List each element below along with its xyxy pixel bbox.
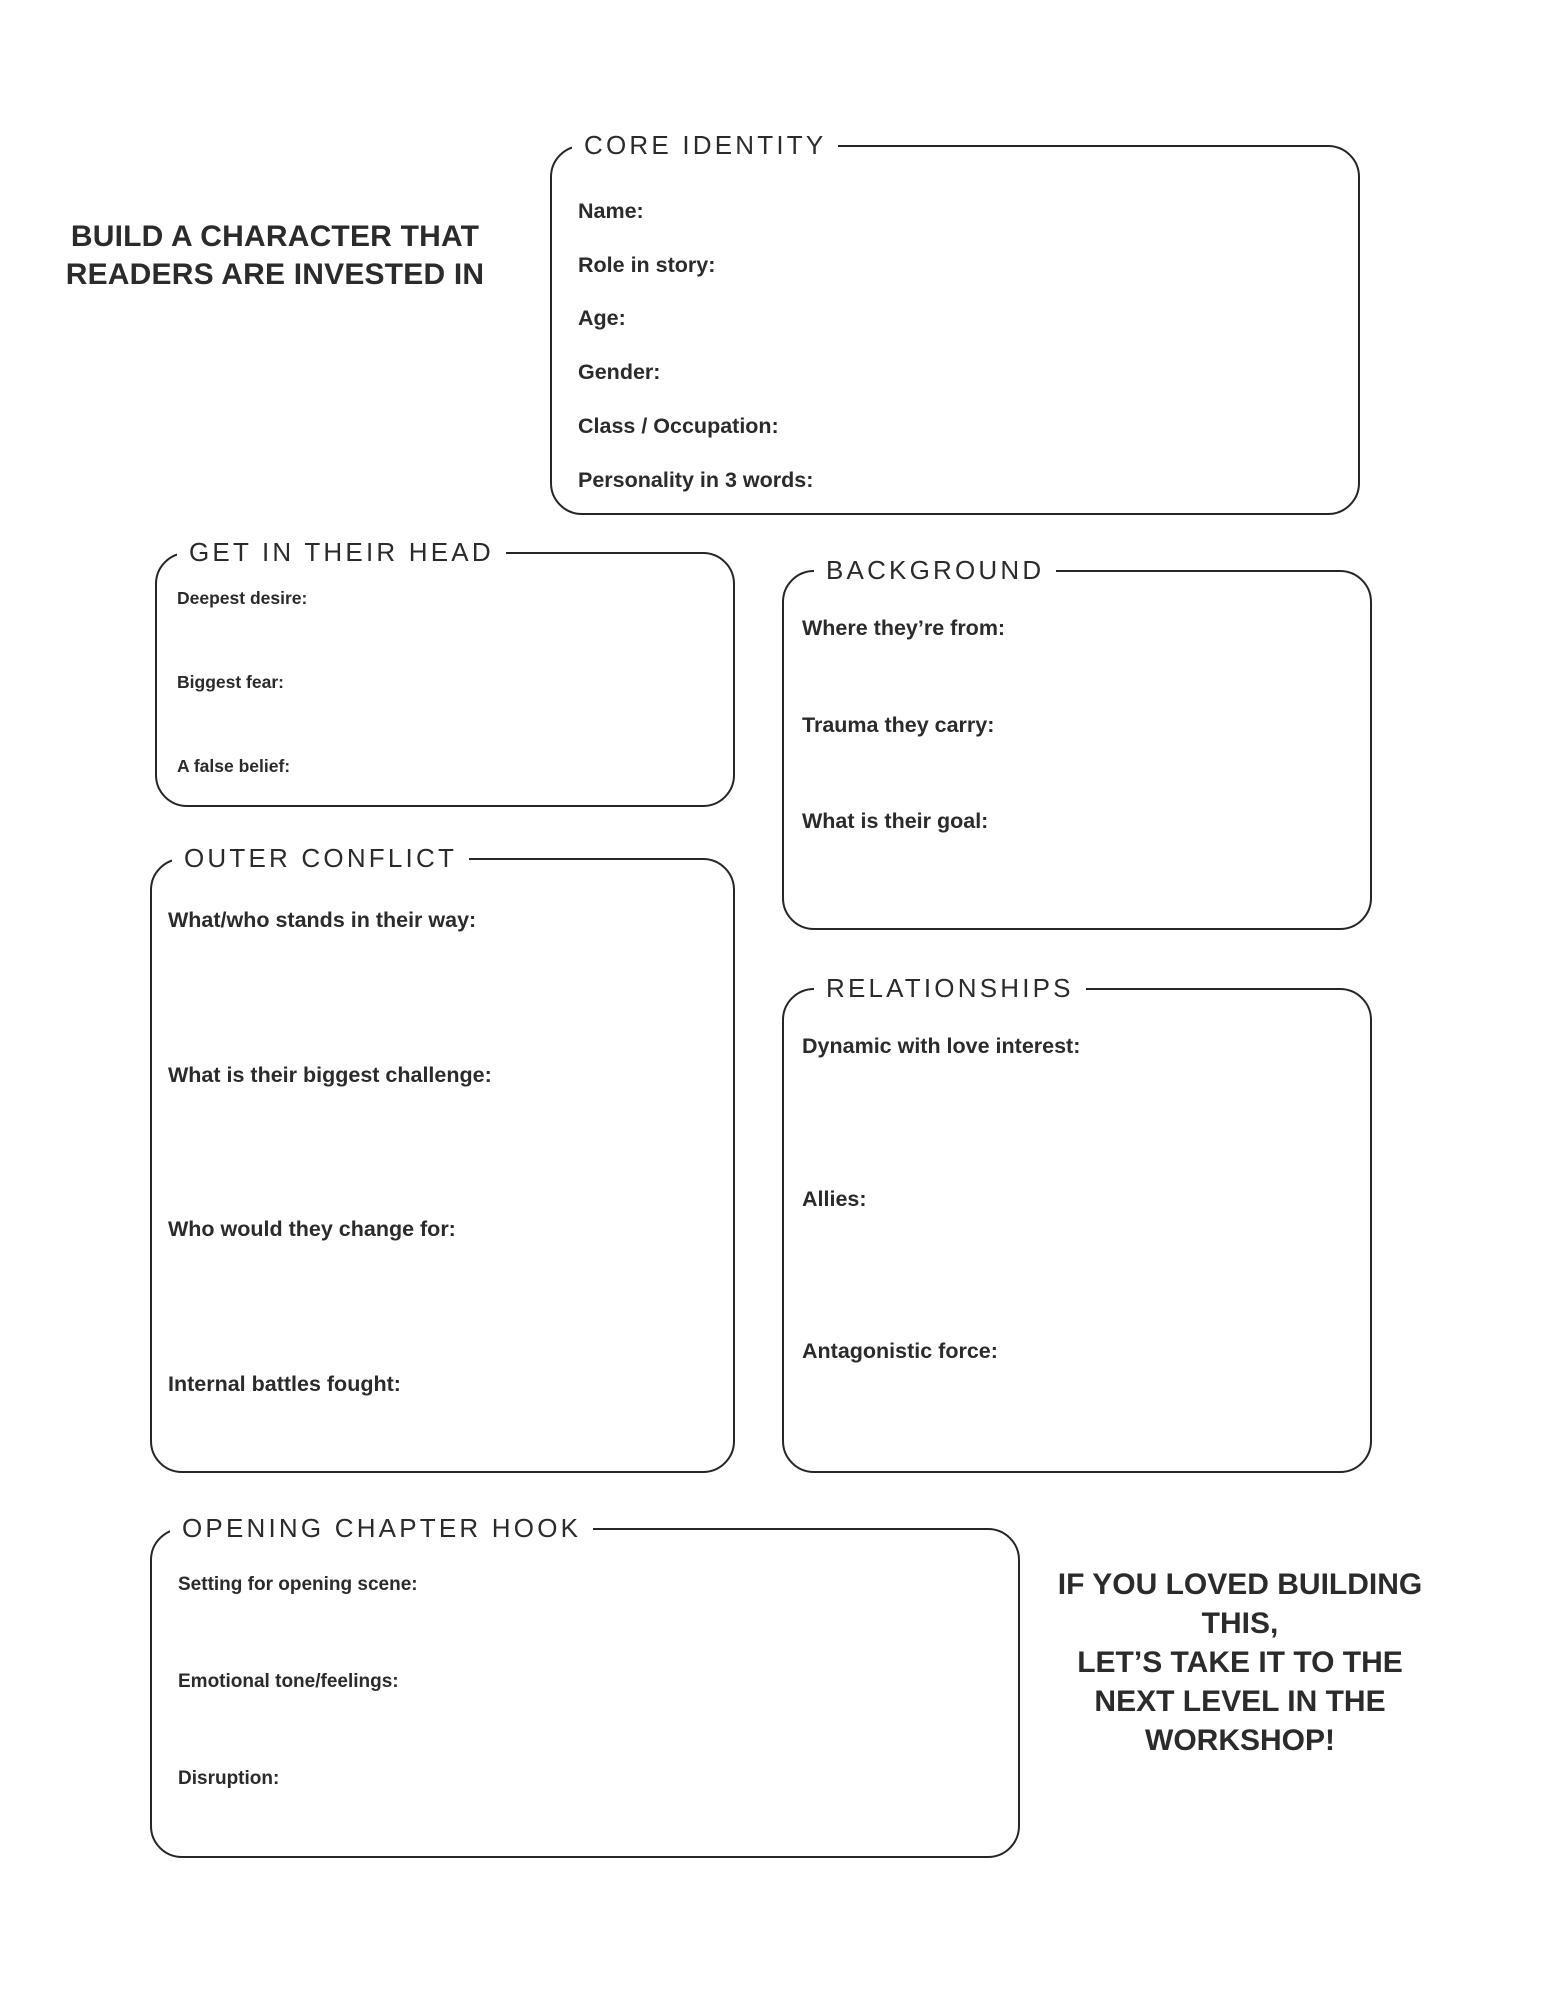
field-label-antagonistic-force: Antagonistic force: bbox=[802, 1339, 998, 1364]
field-label-a-false-belief: A false belief: bbox=[177, 756, 291, 777]
field-label-internal-battles-fought: Internal battles fought: bbox=[168, 1372, 401, 1397]
cta-line-1: IF YOU LOVED BUILDING bbox=[1057, 1568, 1423, 1601]
field-label-name: Name: bbox=[578, 199, 644, 223]
workshop-call-to-action bbox=[1030, 1565, 1450, 1760]
field-label-emotional-tone-feelings: Emotional tone/feelings: bbox=[178, 1670, 399, 1692]
field-list-outer-conflict bbox=[168, 908, 717, 1527]
field-label-where-theyre-from: Where they’re from: bbox=[802, 616, 1006, 640]
section-opening-chapter-hook bbox=[150, 1513, 1020, 1858]
cta-line-5: WORKSHOP! bbox=[1145, 1724, 1335, 1757]
section-get-in-their-head bbox=[155, 537, 735, 807]
field-label-gender: Gender: bbox=[578, 360, 661, 385]
field-label-personality-in-3-words: Personality in 3 words: bbox=[578, 467, 814, 492]
field-label-trauma-they-carry: Trauma they carry: bbox=[802, 712, 995, 737]
field-list-core-identity bbox=[578, 199, 1338, 521]
section-header-outer-conflict: OUTER CONFLICT bbox=[172, 844, 469, 873]
section-outer-conflict bbox=[150, 843, 735, 1473]
field-label-biggest-challenge: What is their biggest challenge: bbox=[168, 1062, 492, 1087]
field-label-who-would-they-change-for: Who would they change for: bbox=[168, 1217, 456, 1242]
field-label-biggest-fear: Biggest fear: bbox=[177, 672, 284, 693]
section-background bbox=[782, 555, 1372, 930]
cta-line-4: NEXT LEVEL IN THE bbox=[1094, 1685, 1386, 1718]
page-title: BUILD A CHARACTER THAT READERS ARE INVESTED IN bbox=[65, 220, 485, 292]
field-label-allies: Allies: bbox=[802, 1186, 867, 1211]
field-label-setting-for-opening-scene: Setting for opening scene: bbox=[178, 1574, 418, 1595]
section-header-background: BACKGROUND bbox=[814, 556, 1056, 585]
field-label-dynamic-with-love-interest: Dynamic with love interest: bbox=[802, 1034, 1081, 1058]
cta-line-2: THIS, bbox=[1201, 1607, 1279, 1640]
field-list-background bbox=[802, 616, 1354, 906]
field-label-deepest-desire: Deepest desire: bbox=[177, 588, 308, 608]
section-header-get-in-their-head: GET IN THEIR HEAD bbox=[177, 538, 506, 567]
section-header-core-identity: CORE IDENTITY bbox=[572, 131, 838, 160]
section-relationships bbox=[782, 973, 1372, 1473]
field-list-opening-chapter-hook bbox=[178, 1574, 1002, 1865]
field-label-class-occupation: Class / Occupation: bbox=[578, 413, 779, 438]
field-list-get-in-their-head bbox=[177, 588, 717, 840]
field-label-age: Age: bbox=[578, 306, 626, 331]
field-label-what-is-their-goal: What is their goal: bbox=[802, 809, 989, 834]
field-label-disruption: Disruption: bbox=[178, 1767, 280, 1789]
field-label-role-in-story: Role in story: bbox=[578, 252, 716, 277]
field-list-relationships bbox=[802, 1034, 1354, 1492]
section-header-opening-chapter-hook: OPENING CHAPTER HOOK bbox=[170, 1514, 593, 1543]
section-header-relationships: RELATIONSHIPS bbox=[814, 974, 1086, 1003]
section-core-identity bbox=[550, 130, 1360, 515]
field-label-what-who-stands-in-their-way: What/who stands in their way: bbox=[168, 908, 477, 932]
cta-line-3: LET’S TAKE IT TO THE bbox=[1077, 1646, 1403, 1679]
